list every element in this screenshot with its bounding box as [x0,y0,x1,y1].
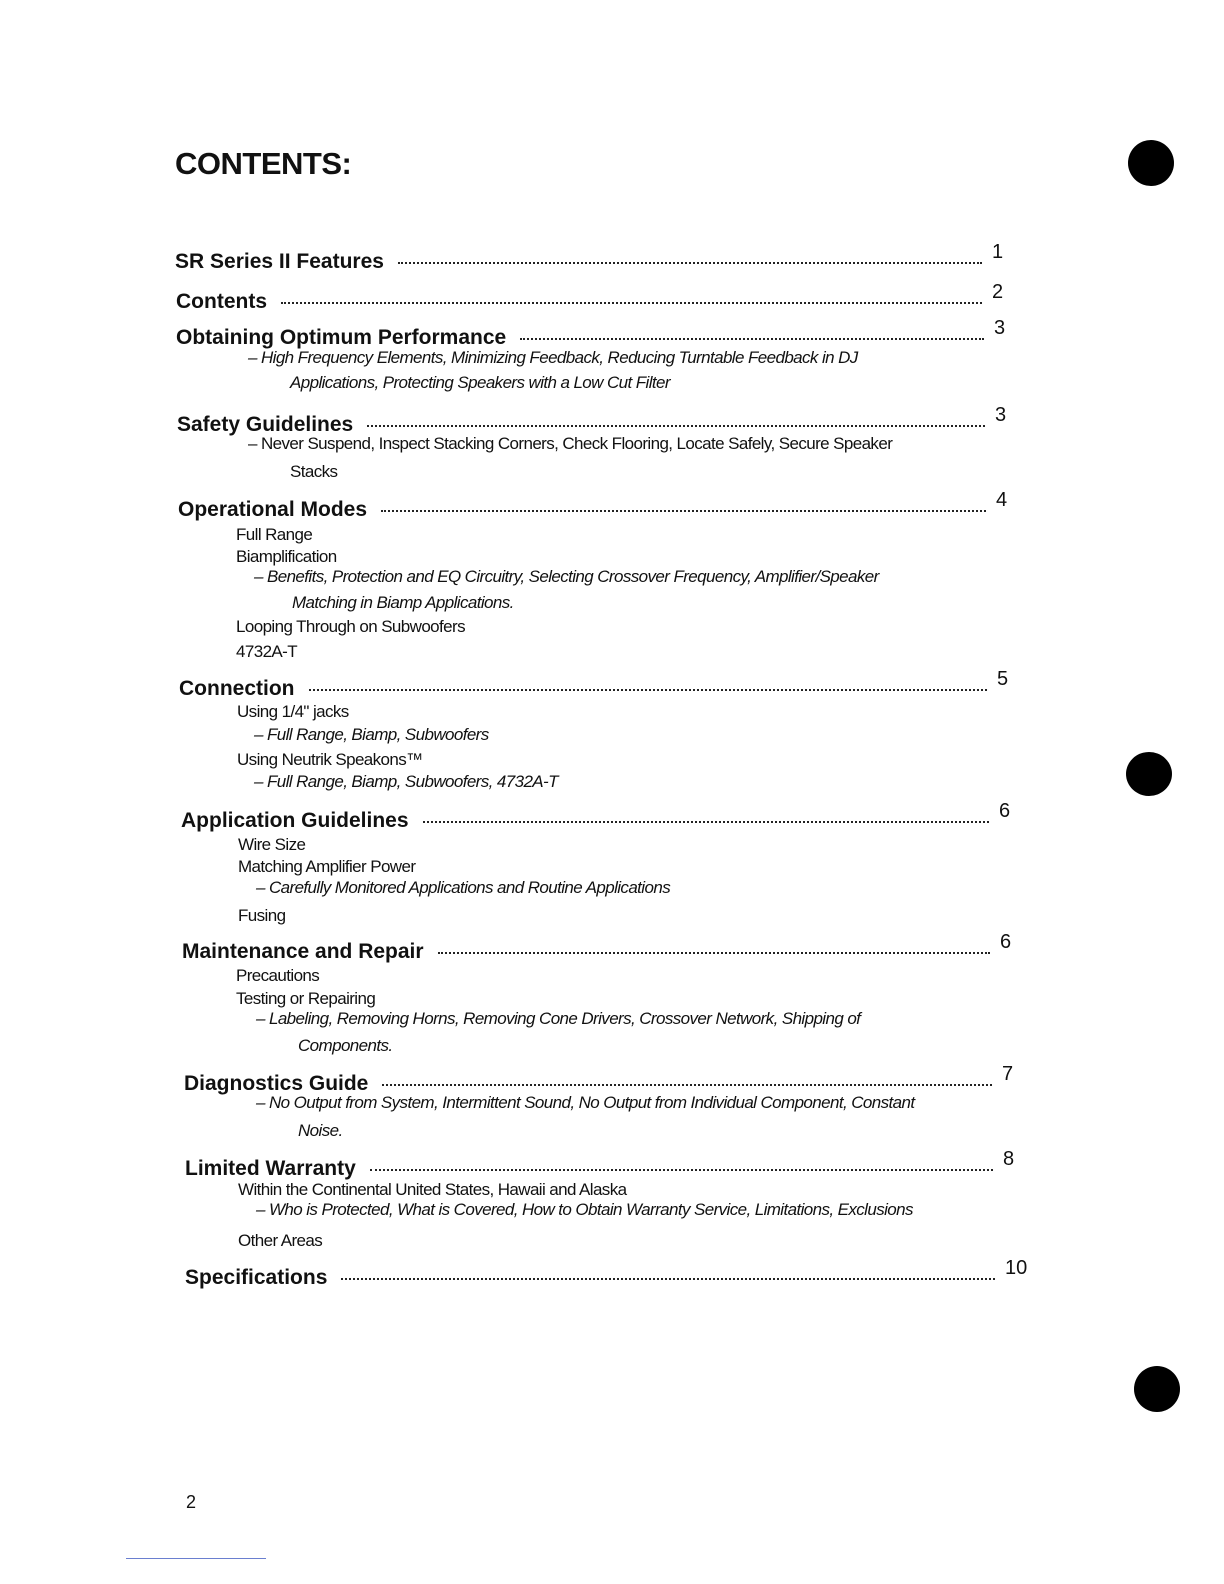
punch-hole-middle [1126,752,1172,796]
page-number: 2 [186,1492,197,1512]
toc-entry-page: 10 [1005,1257,1028,1279]
toc-entry-label: Diagnostics Guide [184,1072,369,1095]
toc-entry-limited-warranty[interactable] [185,1148,1031,1181]
toc-subentry: Matching Amplifier Power [238,857,416,876]
toc-subentry: Full Range [236,525,313,544]
toc-entry-page: 5 [997,668,1009,690]
leader-dots [382,1084,992,1086]
leader-dots [381,510,986,512]
toc-subentry: Noise. [298,1121,343,1140]
toc-subentry: – No Output from System, Intermittent Sound, No Output from Individual Component, Constant [256,1093,915,1112]
toc-entry-label: Specifications [185,1266,328,1289]
toc-subentry: Wire Size [238,835,306,854]
toc-entry-label: SR Series II Features [175,250,384,273]
toc-entry-maintenance-and-repair[interactable] [182,931,1028,964]
toc-entry-contents[interactable] [176,281,1020,314]
toc-entry-sr-series-ii-features[interactable] [175,241,1020,274]
leader-dots [367,425,985,427]
toc-subentry: – Carefully Monitored Applications and Routine Applications [256,878,671,897]
toc-subentry: – Benefits, Protection and EQ Circuitry, Selecting Crossover Frequency, Amplifier/Speaker [254,567,879,586]
leader-dots [341,1278,995,1280]
toc-entry-label: Safety Guidelines [177,413,354,436]
toc-entry-page: 4 [996,489,1008,511]
toc-entry-page: 6 [999,800,1011,822]
toc-entry-label: Maintenance and Repair [182,940,424,963]
toc-entry-operational-modes[interactable] [178,489,1024,522]
toc-entry-page: 8 [1003,1148,1015,1170]
toc-subentry: Precautions [236,966,320,985]
toc-entry-page: 7 [1002,1063,1014,1085]
toc-subentry: Stacks [290,462,338,481]
toc-entry-label: Limited Warranty [185,1157,356,1180]
toc-subentry: Other Areas [238,1231,323,1250]
punch-hole-top [1128,140,1174,186]
leader-dots [370,1169,993,1171]
toc-entry-page: 2 [992,281,1004,303]
toc-subentry: – High Frequency Elements, Minimizing Feedback, Reducing Turntable Feedback in DJ [248,348,858,367]
leader-dots [281,302,982,304]
toc-subentry: – Who is Protected, What is Covered, How to Obtain Warranty Service, Limitations, Exclusions [256,1200,913,1219]
toc-entry-label: Contents [176,290,267,313]
toc-entry-obtaining-optimum-performance[interactable] [176,317,1022,350]
toc-subentry: Testing or Repairing [236,989,376,1008]
toc-entry-label: Obtaining Optimum Performance [176,326,507,349]
toc-subentry: Using 1/4" jacks [237,702,349,721]
toc-subentry: – Full Range, Biamp, Subwoofers [254,725,489,744]
toc-entry-page: 3 [994,317,1006,339]
toc-subentry: Matching in Biamp Applications. [292,593,514,612]
toc-entry-label: Application Guidelines [181,809,409,832]
toc-entry-page: 3 [995,404,1007,426]
toc-subentry: 4732A-T [236,642,298,661]
punch-hole-bottom [1134,1366,1180,1412]
leader-dots [398,262,982,264]
toc-subentry: Fusing [238,906,286,925]
footer-rule [126,1558,266,1559]
toc-entry-page: 1 [992,241,1004,263]
toc-subentry: Using Neutrik Speakons™ [237,750,423,769]
toc-subentry: Applications, Protecting Speakers with a Low Cut Filter [290,373,670,392]
toc-subentry: Biamplification [236,547,337,566]
leader-dots [520,338,984,340]
toc-entry-page: 6 [1000,931,1012,953]
toc-entry-label: Connection [179,677,295,700]
page-title: CONTENTS: [175,146,352,181]
leader-dots [438,952,990,954]
toc-subentry: Looping Through on Subwoofers [236,617,465,636]
toc-subentry: Within the Continental United States, Hawaii and Alaska [238,1180,627,1199]
leader-dots [309,689,988,691]
toc-subentry: – Full Range, Biamp, Subwoofers, 4732A-T [254,772,558,791]
toc-entry-specifications[interactable] [185,1257,1033,1290]
toc-entry-connection[interactable] [179,668,1025,701]
toc-subentry: – Labeling, Removing Horns, Removing Cone Drivers, Crossover Network, Shipping of [256,1009,861,1028]
toc-entry-label: Operational Modes [178,498,368,521]
leader-dots [423,821,989,823]
toc-subentry: – Never Suspend, Inspect Stacking Corners, Check Flooring, Locate Safely, Secure Speaker [248,434,893,453]
toc-entry-application-guidelines[interactable] [181,800,1027,833]
toc-subentry: Components. [298,1036,393,1055]
